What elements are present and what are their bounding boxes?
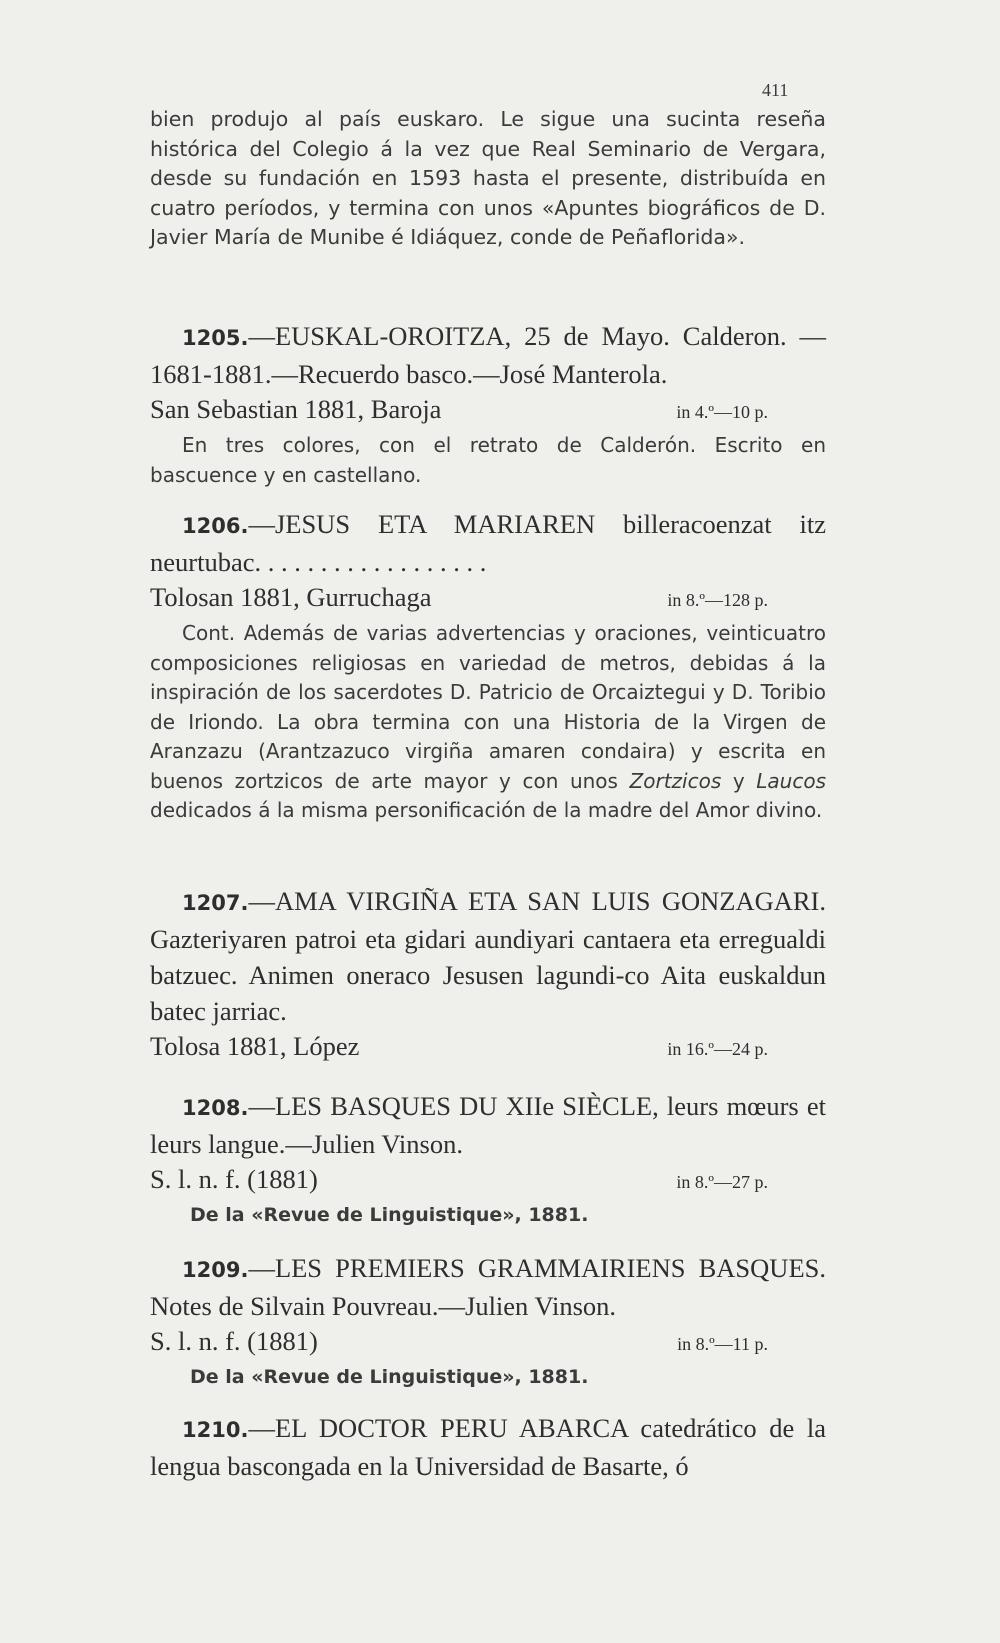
entry-1205 xyxy=(150,318,826,490)
entry-title: —LES PREMIERS GRAMMAIRIENS BASQUES. Notes de Silvain Pouvreau.—Julien Vinson. xyxy=(150,1253,826,1321)
entry-note xyxy=(150,619,826,826)
entry-heading xyxy=(150,318,826,392)
entry-number: 1210. xyxy=(182,1418,249,1442)
imprint-line xyxy=(150,1029,826,1066)
imprint-place: Tolosan 1881, Gurruchaga xyxy=(150,582,432,612)
entry-heading xyxy=(150,1410,826,1484)
imprint-line xyxy=(150,580,826,617)
entry-note: De la «Revue de Linguistique», 1881. xyxy=(190,1204,589,1226)
imprint-line xyxy=(150,1162,826,1199)
imprint-place: S. l. n. f. (1881) xyxy=(150,1326,318,1356)
entry-heading xyxy=(150,506,826,580)
entry-1208 xyxy=(150,1088,826,1231)
note-text: Cont. Además de varias advertencias y oraciones, veinticuatro composiciones religiosas en variedad de metros, debidas á la inspiración de los sacerdotes D. Patricio de Orcaiztegui y D. Toribio de Iriondo. La obra termina con una Historia de la Virgen de Aranzazu (Arantzazuco virgiña amaren condaira) y escrita en buenos zortzicos de arte mayor y con unos xyxy=(150,621,826,793)
entry-1206 xyxy=(150,506,826,826)
imprint-place: Tolosa 1881, López xyxy=(150,1031,360,1061)
entry-heading xyxy=(150,1088,826,1162)
entry-number: 1209. xyxy=(182,1258,249,1282)
entry-title: —AMA VIRGIÑA ETA SAN LUIS GONZAGARI. Gazteriyaren patroi eta gidari aundiyari cantaera eta erregualdi batzuec. Animen oneraco Jesusen lagundi-co Aita euskaldun batec jarriac. xyxy=(150,886,826,1026)
imprint-line xyxy=(150,392,826,429)
entry-1210 xyxy=(150,1410,826,1484)
format: in 4.º—10 p. xyxy=(676,402,768,422)
page-number: 411 xyxy=(762,80,789,100)
note-text: y xyxy=(721,768,757,793)
entry-number: 1205. xyxy=(182,326,249,350)
entry-1207 xyxy=(150,883,826,1066)
entry-1209 xyxy=(150,1250,826,1393)
entry-number: 1208. xyxy=(182,1096,249,1120)
entry-note: En tres colores, con el retrato de Calderón. Escrito en bascuence y en castellano. xyxy=(150,433,826,487)
entry-note: De la «Revue de Linguistique», 1881. xyxy=(190,1366,589,1388)
format: in 16.º—24 p. xyxy=(667,1039,768,1059)
imprint-place: San Sebastian 1881, Baroja xyxy=(150,394,442,424)
entry-heading xyxy=(150,883,826,1029)
imprint-place: S. l. n. f. (1881) xyxy=(150,1164,318,1194)
entry-title: —JESUS ETA MARIAREN billeracoenzat itz neurtubac. . . . . . . . . . . . . . . . . . xyxy=(150,509,826,577)
entry-number: 1206. xyxy=(182,514,249,538)
entry-title: —EL DOCTOR PERU ABARCA catedrático de la lengua bascongada en la Universidad de Basarte, ó xyxy=(150,1413,826,1481)
format: in 8.º—128 p. xyxy=(667,590,768,610)
note-italic: Laucos xyxy=(756,768,826,793)
entry-title: —LES BASQUES DU XIIe SIÈCLE, leurs mœurs et leurs langue.—Julien Vinson. xyxy=(150,1091,826,1159)
entry-heading xyxy=(150,1250,826,1324)
format: in 8.º—27 p. xyxy=(676,1172,768,1192)
imprint-line xyxy=(150,1324,826,1361)
intro-paragraph: bien produjo al país euskaro. Le sigue una sucinta reseña histórica del Colegio á la vez que Real Seminario de Vergara, desde su fundación en 1593 hasta el presente, distribuída en cuatro períodos, y termina con unos «Apuntes biográficos de D. Javier María de Munibe é Idiáquez, conde de Peñaflorida». xyxy=(150,107,826,249)
format: in 8.º—11 p. xyxy=(677,1334,768,1354)
entry-number: 1207. xyxy=(182,891,249,915)
note-italic: Zortzicos xyxy=(629,768,722,793)
note-text: dedicados á la misma personificación de la madre del Amor divino. xyxy=(150,798,823,822)
entry-title: —EUSKAL-OROITZA, 25 de Mayo. Calderon. —1681-1881.—Recuerdo basco.—José Manterola. xyxy=(150,321,826,389)
